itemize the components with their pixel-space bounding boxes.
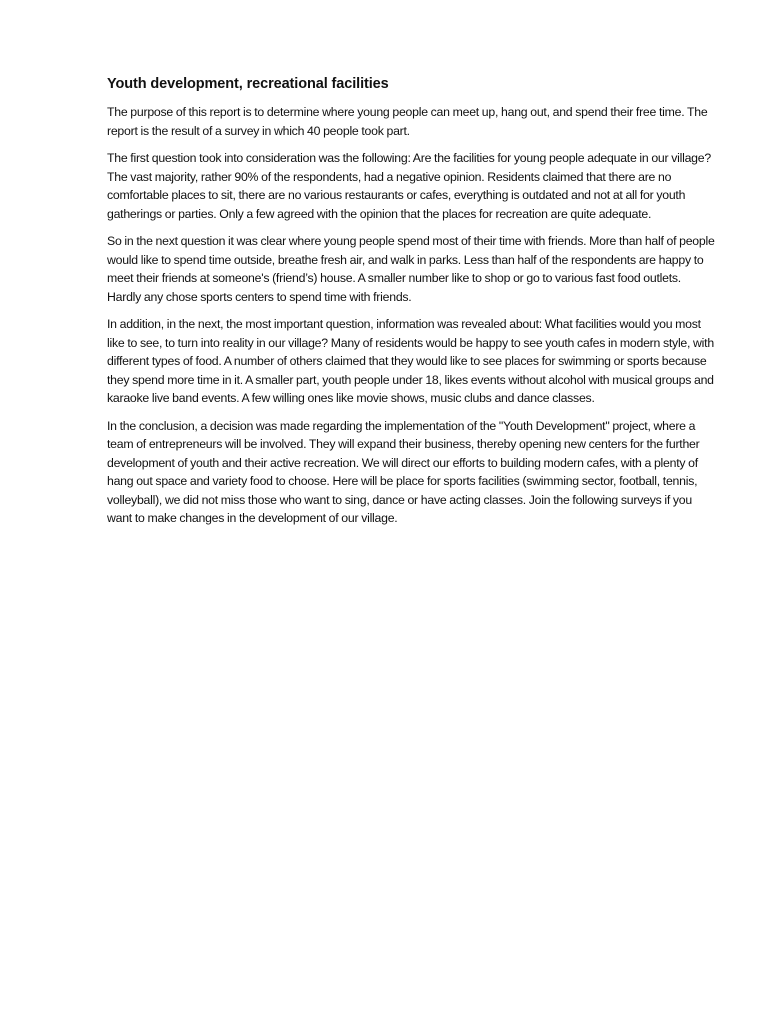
paragraph-purpose: The purpose of this report is to determine where young people can meet up, hang out, and spend their free time. The report is the result of a survey in which 40 people took part. (107, 105, 708, 138)
document-title: Youth development, recreational facilities (107, 76, 389, 92)
document-body (107, 74, 717, 537)
paragraph-next-question: So in the next question it was clear where young people spend most of their time with friends. More than half of people would like to spend time outside, breathe fresh air, and walk in parks. Less than half of the respondents are happy to meet their friends at someone's (friend’s) house. A smaller number like to shop or go to various fast food outlets. Hardly any chose sports centers to spend time with friends. (107, 234, 715, 304)
paragraph-first-question: The first question took into consideration was the following: Are the facilities for young people adequate in our village? The vast majority, rather 90% of the respondents, had a negative opinion. Residents claimed that there are no comfortable places to sit, there are no various restaurants or cafes, everything is outdated and not at all for youth gatherings or parties. Only a few agreed with the opinion that the places for recreation are quite adequate. (107, 151, 711, 221)
paragraph-facilities: In addition, in the next, the most important question, information was revealed about: What facilities would you most like to see, to turn into reality in our village? Many of residents would be happy to see youth cafes in modern style, with different types of food. A number of others claimed that they would like to see places for swimming or sports because they spend more time in it. A smaller part, youth people under 18, likes events without alcohol with musical groups and karaoke live band events. A few willing ones like movie shows, music clubs and dance classes. (107, 317, 714, 405)
paragraph-conclusion: In the conclusion, a decision was made regarding the implementation of the "Youth Development" project, where a team of entrepreneurs will be involved. They will expand their business, thereby opening new centers for the further development of youth and their active recreation. We will direct our efforts to building modern cafes, with a plenty of hang out space and variety food to choose. Here will be place for sports facilities (swimming sector, football, tennis, volleyball), we did not miss those who want to sing, dance or have acting classes. Join the following surveys if you want to make changes in the development of our village. (107, 418, 700, 525)
